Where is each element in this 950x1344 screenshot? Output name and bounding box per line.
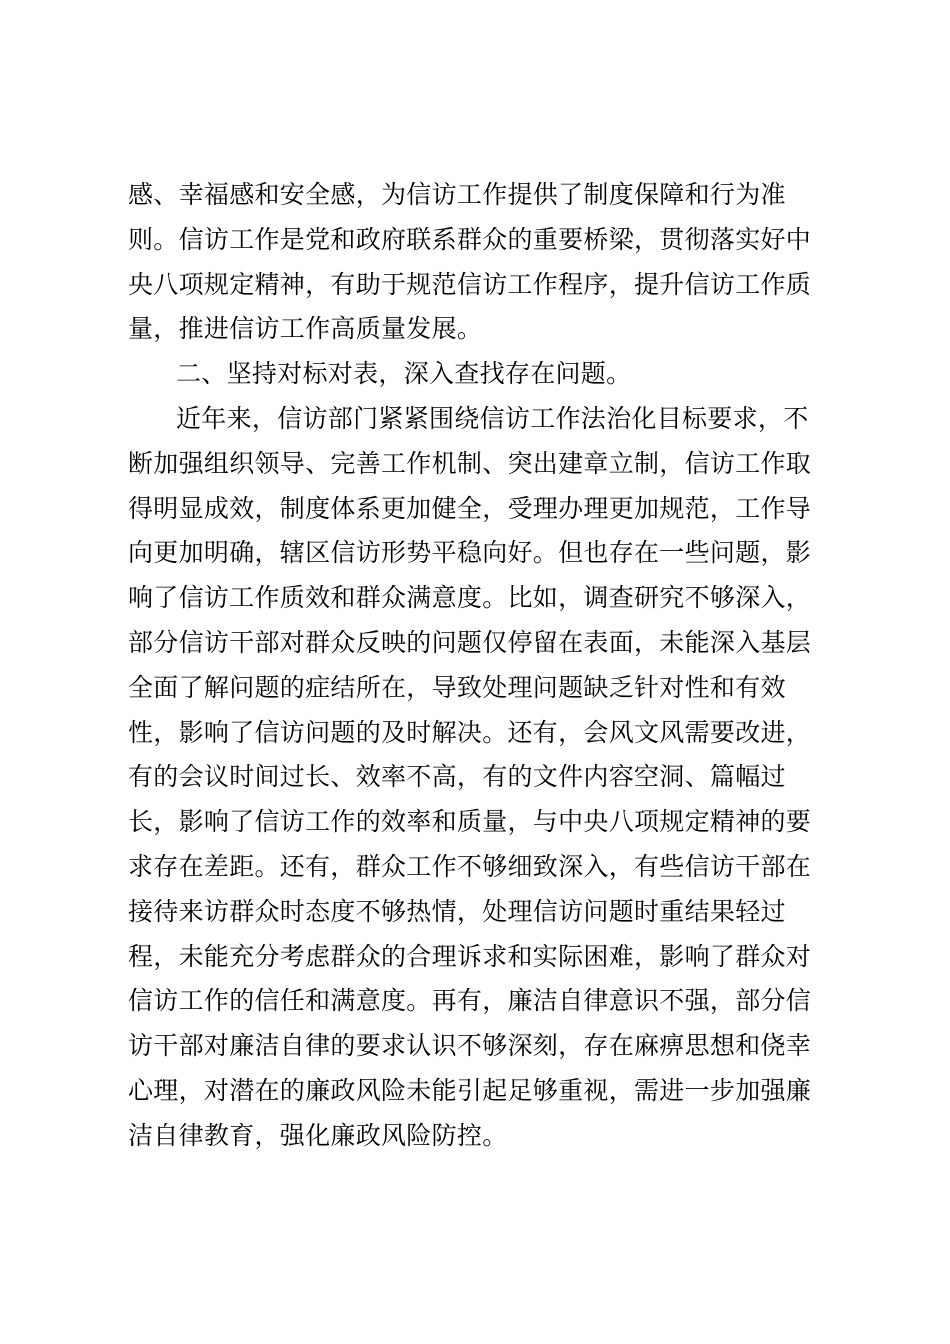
text-line: 全面了解问题的症结所在，导致处理问题缺乏针对性和有效 [128,672,786,702]
text-line: 求存在差距。还有，群众工作不够细致深入，有些信访干部在 [128,851,812,881]
body-text [128,173,820,1159]
section-heading: 二、坚持对标对表，深入查找存在问题。 [176,359,632,389]
text-line: 则。信访工作是党和政府联系群众的重要桥梁，贯彻落实好中 [128,224,812,254]
text-line: 向更加明确，辖区信访形势平稳向好。但也存在一些问题，影 [128,538,812,568]
text-line: 洁自律教育，强化廉政风险防控。 [128,1120,508,1150]
text-line: 性，影响了信访问题的及时解决。还有，会风文风需要改进， [128,717,812,747]
text-line: 感、幸福感和安全感，为信访工作提供了制度保障和行为准 [128,180,786,209]
text-line: 长，影响了信访工作的效率和质量，与中央八项规定精神的要 [128,807,812,837]
text-line: 部分信访干部对群众反映的问题仅停留在表面，未能深入基层 [128,627,812,657]
text-line: 访干部对廉洁自律的要求认识不够深刻，存在麻痹思想和侥幸 [128,1031,812,1061]
text-line: 断加强组织领导、完善工作机制、突出建章立制，信访工作取 [128,448,812,478]
text-line: 心理，对潜在的廉政风险未能引起足够重视，需进一步加强廉 [128,1075,812,1105]
text-line: 得明显成效，制度体系更加健全，受理办理更加规范，工作导 [128,493,812,523]
text-line: 响了信访工作质效和群众满意度。比如，调查研究不够深入， [128,583,812,613]
text-line: 量，推进信访工作高质量发展。 [128,314,483,344]
text-line: 信访工作的信任和满意度。再有，廉洁自律意识不强，部分信 [128,986,812,1016]
text-line: 程，未能充分考虑群众的合理诉求和实际困难，影响了群众对 [128,941,812,971]
text-line: 接待来访群众时态度不够热情，处理信访问题时重结果轻过 [128,896,786,926]
text-line: 央八项规定精神，有助于规范信访工作程序，提升信访工作质 [128,269,812,299]
text-line: 近年来，信访部门紧紧围绕信访工作法治化目标要求，不 [176,403,809,433]
text-line: 有的会议时间过长、效率不高，有的文件内容空洞、篇幅过 [128,762,786,792]
